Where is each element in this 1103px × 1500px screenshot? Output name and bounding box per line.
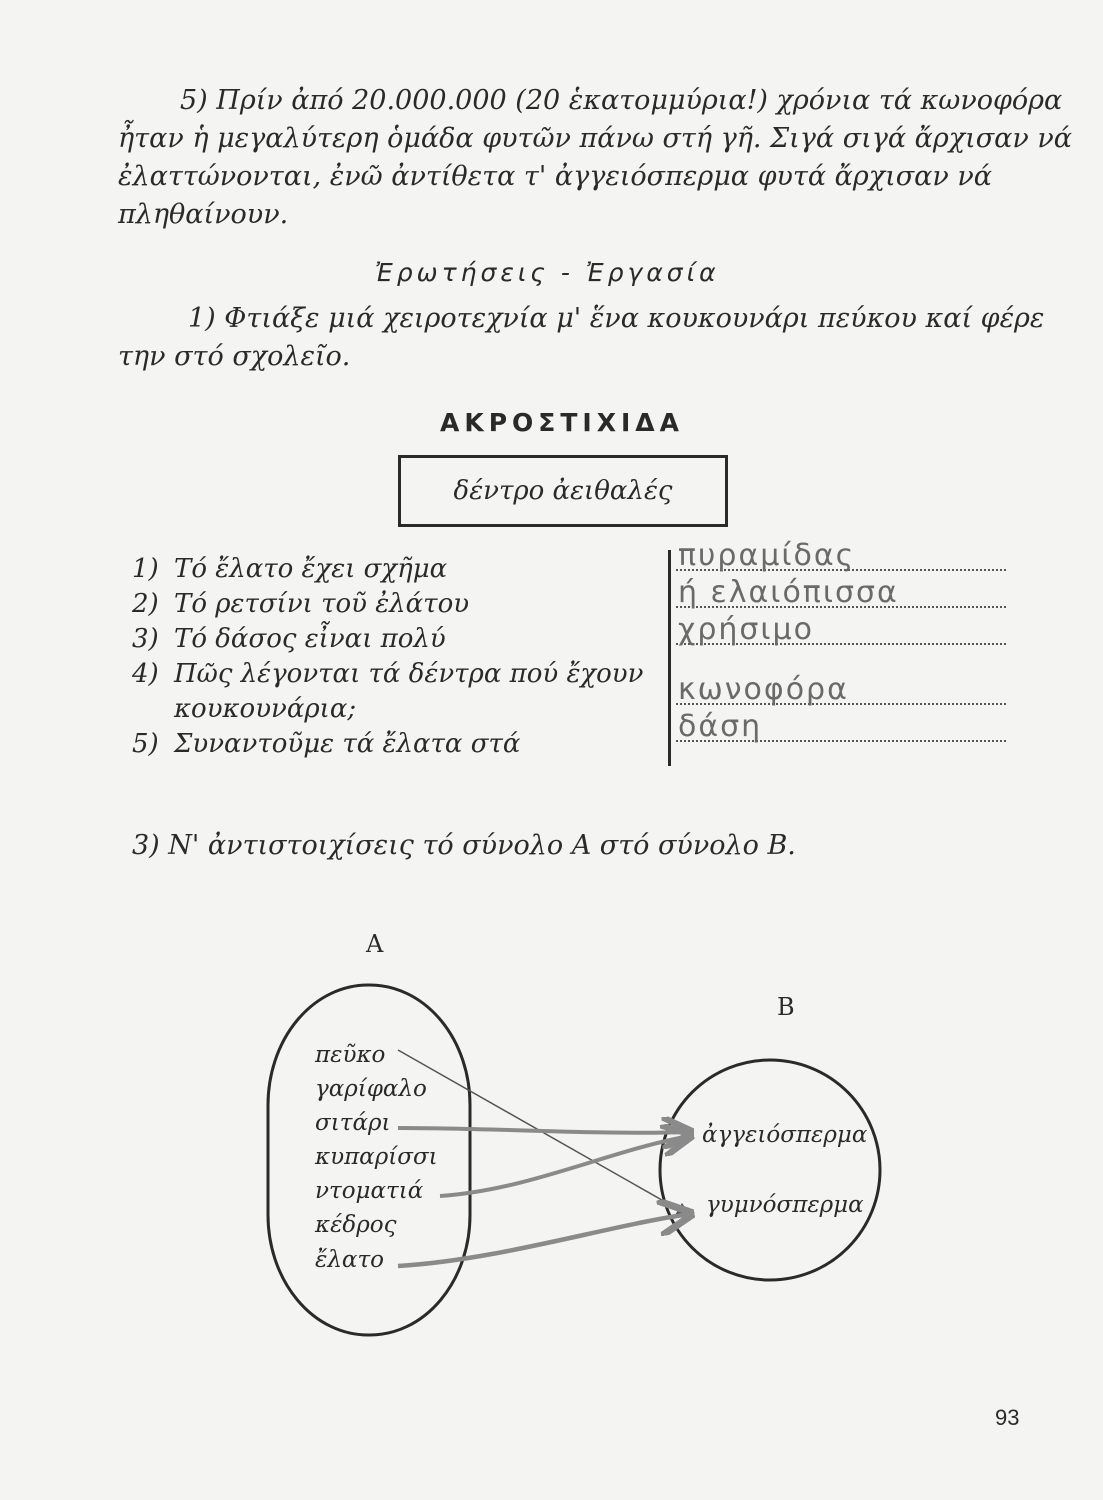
set-a-item[interactable]: κυπαρίσσι: [315, 1144, 438, 1170]
acrostic-title: ΑΚΡΟΣΤΙΧΙΔΑ: [440, 408, 685, 437]
question-1-line: την στό σχολεῖο.: [118, 341, 351, 372]
paragraph-5-line: 5) Πρίν ἀπό 20.000.000 (20 ἑκατομμύρια!) χρόνια τά κωνοφόρα: [180, 85, 1063, 116]
clue-text: Τό ρετσίνι τοῦ ἐλάτου: [174, 589, 470, 619]
set-b-item[interactable]: ἀγγειόσπερμα: [702, 1122, 868, 1148]
clue-number: 2): [132, 589, 159, 619]
clue-number: 4): [132, 659, 159, 689]
clue-number: 3): [132, 624, 159, 654]
set-b-circle: [660, 1060, 880, 1280]
handwritten-answer: χρήσιμο: [678, 612, 814, 647]
set-b-item[interactable]: γυμνόσπερμα: [706, 1192, 864, 1218]
clue-number: 1): [132, 554, 159, 584]
question-1-line: 1) Φτιάξε μιά χειροτεχνία μ' ἕνα κουκουνάρι πεύκου καί φέρε: [188, 303, 1045, 334]
question-3: 3) Ν' ἀντιστοιχίσεις τό σύνολο Α στό σύνολο Β.: [132, 830, 796, 861]
set-a-label: Α: [366, 930, 384, 958]
questions-heading: Ἐρωτήσεις - Ἐργασία: [375, 258, 720, 287]
handwritten-answer: πυραμίδας: [678, 538, 856, 573]
paragraph-5-line: ἐλαττώνονται, ἐνῶ ἀντίθετα τ' ἀγγειόσπερμα φυτά ἄρχισαν νά: [118, 161, 993, 192]
handwritten-answer: δάση: [678, 709, 763, 744]
clue-text: κουκουνάρια;: [174, 694, 357, 724]
paragraph-5-line: ἦταν ἡ μεγαλύτερη ὁμάδα φυτῶν πάνω στή γῆ. Σιγά σιγά ἄρχισαν νά: [118, 123, 1073, 154]
set-a-item[interactable]: γαρίφαλο: [315, 1076, 427, 1102]
clue-text: Πῶς λέγονται τά δέντρα πού ἔχουν: [174, 659, 644, 689]
clue-text: Συναντοῦμε τά ἔλατα στά: [174, 729, 521, 759]
page-number: 93: [995, 1405, 1020, 1430]
handwritten-answer: ή ελαιόπισσα: [678, 575, 899, 610]
set-a-item[interactable]: ντοματιά: [315, 1178, 424, 1204]
match-arrow: [398, 1128, 690, 1133]
clue-number: 5): [132, 729, 159, 759]
handwritten-answer: κωνοφόρα: [678, 672, 849, 707]
match-arrow: [398, 1214, 690, 1266]
paragraph-5-line: πληθαίνουν.: [118, 199, 289, 230]
set-a-item[interactable]: ἔλατο: [315, 1247, 385, 1273]
set-a-item[interactable]: κέδρος: [315, 1212, 397, 1238]
set-a-item[interactable]: πεῦκο: [315, 1042, 386, 1068]
set-b-label: Β: [777, 993, 795, 1021]
acrostic-keyword-box: δέντρο ἀειθαλές: [398, 455, 728, 527]
set-a-item[interactable]: σιτάρι: [315, 1110, 391, 1136]
clue-text: Τό ἔλατο ἔχει σχῆμα: [174, 554, 448, 584]
clue-text: Τό δάσος εἶναι πολύ: [174, 624, 446, 654]
